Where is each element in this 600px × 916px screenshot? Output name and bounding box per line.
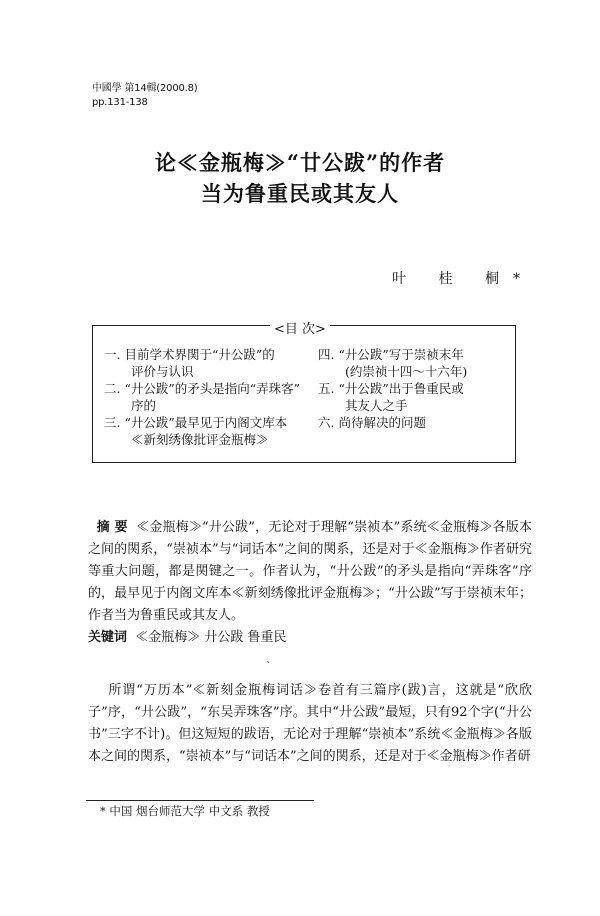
toc-right-column <box>318 346 508 431</box>
body-text-block <box>88 680 532 768</box>
toc-item-line: 五. “廾公跋”出于鲁重民或 <box>318 381 464 396</box>
toc-item-line: 二. “廾公跋”的矛头是指向“弄珠客” <box>104 381 301 396</box>
abstract-paragraph <box>88 517 532 627</box>
footnote-divider <box>86 800 314 801</box>
toc-left-column <box>104 346 314 448</box>
keywords-paragraph <box>88 627 532 649</box>
footnote: * 中国 烟台师范大学 中文系 教授 <box>100 804 270 818</box>
toc-item-line: 一. 目前学术界関于“廾公跋”的 <box>104 347 275 362</box>
body-paragraph <box>88 680 532 768</box>
author-name: 叶 桂 桐* <box>392 271 534 287</box>
toc-item-line: 评价与认识 <box>131 364 194 379</box>
journal-info: 中國學 第14輯(2000.8) <box>92 83 198 94</box>
abstract-text: ≪金瓶梅≫“廾公跋”，无论对于理解“崇祯本”系统≪金瓶梅≫各版本之间的関系，“崇祯本”与“词话本”之间的関系，还是对于≪金瓶梅≫作者研究等重大问题，都是関键之一。作者认为，“廾公跋”的矛头是指向“弄珠客”序的，最早见于内阁文库本≪新刻绣像批评金瓶梅≫；“廾公跋”写于崇祯末年；作者当为鲁重民或其友人。 <box>88 520 532 623</box>
toc-item <box>318 380 508 414</box>
toc-item-line: 四. “廾公跋”写于崇祯末年 <box>318 347 464 362</box>
toc-item-line: 其友人之手 <box>345 398 408 413</box>
toc-item <box>104 414 314 448</box>
abstract-label: 摘 要 <box>96 520 128 535</box>
abstract <box>88 517 532 649</box>
title-line-2: 当为鲁重民或其友人 <box>201 181 399 206</box>
toc-heading: <目 次> <box>0 318 600 337</box>
toc-item-line: 六. 尚待解决的问题 <box>318 415 426 430</box>
keywords-text: ≪金瓶梅≫ 廾公跋 鲁重民 <box>135 630 287 645</box>
toc-item <box>104 380 314 414</box>
title-line-1: 论≪金瓶梅≫“廿公跋”的作者 <box>154 150 446 175</box>
toc-item-line: 三. “廾公跋”最早见于内阁文库本 <box>104 415 288 430</box>
body-text: 所谓“万历本”≪新刻金瓶梅词话≫卷首有三篇序(跋)言，这就是“欣欣子”序，“廾公跋”，“东吴弄珠客”序。其中“廾公跋”最短，只有92个字(“廾公书”三字不计)。但这短短的跋语，无论对于理解“崇祯本”系统≪金瓶梅≫各版本之间的関系，“崇祯本”与“词话本”之间的関系，还是对于≪金瓶梅≫作者研 <box>88 683 532 764</box>
toc-item <box>318 346 508 380</box>
toc-item <box>104 346 314 380</box>
stray-mark: ` <box>266 660 272 673</box>
page-range: pp.131-138 <box>92 97 148 108</box>
toc-item-line: 序的 <box>131 398 157 413</box>
toc-item <box>318 414 508 431</box>
toc-item-line: ≪新刻绣像批评金瓶梅≫ <box>131 432 269 447</box>
toc-item-line: (约崇祯十四～十六年) <box>345 364 468 379</box>
keywords-label: 关键词 <box>88 630 128 645</box>
